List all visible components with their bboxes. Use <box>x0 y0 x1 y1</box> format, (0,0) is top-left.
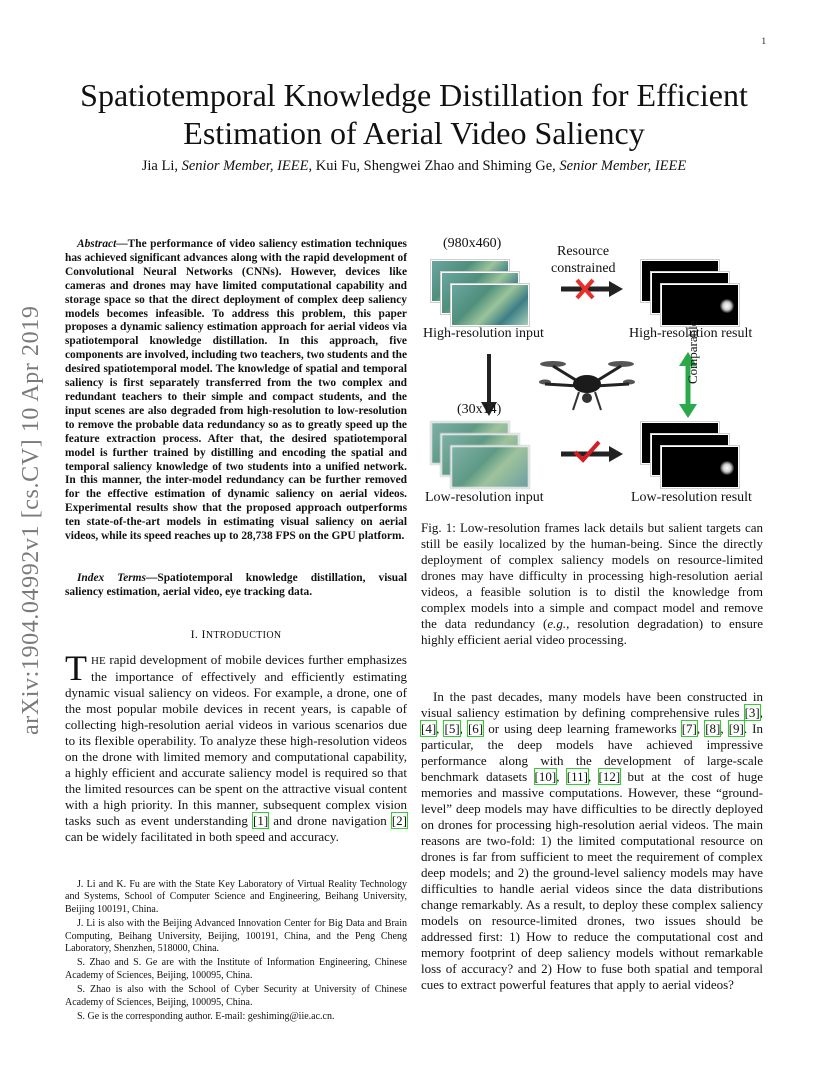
citation-link[interactable]: [5] <box>444 721 460 736</box>
footnote: J. Li is also with the Beijing Advanced Innovation Center for Big Data and Brain Computing, Beihang University, Beijing, 100191, China, and the Peng Cheng Laboratory, Shenzhen, 518000, China. <box>65 918 407 955</box>
caption-text-end: , resolution degradation) to ensure highly efficient aerial video processing. <box>421 616 763 647</box>
citation-link[interactable]: [7] <box>681 721 697 736</box>
author-1-role: Senior Member, IEEE <box>181 158 309 174</box>
right-column-paragraph <box>421 689 763 993</box>
drone-icon <box>539 352 635 416</box>
lowres-input-label: Low-resolution input <box>425 490 544 505</box>
lowres-result-label: Low-resolution result <box>631 490 752 505</box>
paragraph-text: but at the cost of huge memories and massive computations. However, these “ground-level” deep models may have difficulties to be directly deployed on drones for processing high-resolution aerial videos. The main reasons are two-fold: 1) the limited computational resource on drones is far from sufficient to meet the requirement of complex deep models; and 2) the ground-level saliency models may have difficulties to handle aerial videos since the data distributions change remarkably. As a result, to deploy these complex saliency models on resource-limited drones, two issues should be addressed first: 1) How to reduce the computational cost and memory footprint of deep saliency models without remarkable loss of accuracy? and 2) How to fuse both spatial and temporal cues to extract powerful features that apply to aerial videos? <box>421 769 764 992</box>
title-line-1: Spatiotemporal Knowledge Distillation for Efficient <box>80 77 748 113</box>
citation-link[interactable]: [12] <box>598 769 621 784</box>
caption-eg: e.g. <box>547 616 567 631</box>
constrained-label: constrained <box>551 261 616 276</box>
figure-1-caption <box>421 520 763 648</box>
introduction-paragraph <box>65 648 407 845</box>
separator: , <box>556 769 567 784</box>
citation-link[interactable]: [10] <box>534 769 557 784</box>
intro-text-2: and drone navigation <box>268 813 392 828</box>
abstract-text: —The performance of video saliency estimation techniques has achieved significant advances along with the rapid development of Convolutional Neural Networks (CNNs). However, devices like cameras and drones may have limited computational capability and storage space so that the direct deployment of complex deep saliency models becomes infeasible. To address this problem, this paper proposes a dynamic saliency estimation approach for aerial videos via spatiotemporal knowledge distillation. In this approach, five components are involved, including two teachers, two students and the desired spatiotemporal model. The knowledge of spatial and temporal saliency is first separately transferred from the two complex and redundant teachers to their simple and compact students, and the input scenes are also degraded from high-resolution to low-resolution to remove the probable data redundancy so as to greatly speed up the feature extraction process. After that, the desired spatiotemporal model is further trained by distilling and encoding the spatial and temporal saliency knowledge of two students into a unified network. In this manner, the inter-model redundancy can be further removed for the effective estimation of dynamic saliency on aerial videos. Experimental results show that the proposed approach outperforms ten state-of-the-art models in estimating visual saliency on aerial videos, while its speed reaches up to 28,738 FPS on the GPU platform. <box>65 238 407 543</box>
separator: , <box>587 769 599 784</box>
footnotes <box>65 879 407 1025</box>
citation-link[interactable]: [4] <box>421 721 437 736</box>
author-4-role: Senior Member, IEEE <box>559 158 687 174</box>
drone-body <box>573 375 601 393</box>
lowres-frame <box>451 446 529 488</box>
citation-link[interactable]: [3] <box>744 705 760 720</box>
drone-camera <box>582 393 592 403</box>
citation-link[interactable]: [8] <box>705 721 721 736</box>
index-terms-label: Index Terms <box>77 572 146 584</box>
intro-text-3: can be widely facilitated in both speed and accuracy. <box>65 829 339 844</box>
citation-link[interactable]: [1] <box>252 813 269 828</box>
abstract-label: Abstract <box>77 238 117 250</box>
drone-leg <box>595 392 601 410</box>
lowres-saliency-frame <box>661 446 739 488</box>
check-mark <box>575 442 599 460</box>
highres-result-label: High-resolution result <box>629 326 753 341</box>
figure-1 <box>421 236 763 512</box>
caption-text: Fig. 1: Low-resolution frames lack details but salient targets can still be easily localized by the human-being. Since the directly deployment of complex saliency models on resource-limited drones may have difficulty in processing high-resolution aerial videos, a feasible solution is to distil the knowledge from complex models into a simple and compact model and remove the data redundancy ( <box>421 520 763 631</box>
separator: , <box>696 721 706 736</box>
drop-cap: T <box>65 648 87 688</box>
separator: , <box>720 721 729 736</box>
title-line-2: Estimation of Aerial Video Saliency <box>183 115 645 151</box>
section-title-rest: NTRODUCTION <box>205 630 282 641</box>
lowres-size-label: (30x14) <box>457 402 502 417</box>
paper-title <box>40 76 788 152</box>
abstract <box>65 238 407 544</box>
drone-leg <box>573 392 579 410</box>
highres-input-label: High-resolution input <box>423 326 544 341</box>
authors-middle: , Kui Fu, Shengwei Zhao and Shiming Ge, <box>308 158 556 174</box>
citation-link[interactable]: [11] <box>566 769 588 784</box>
footnote: S. Zhao and S. Ge are with the Institute of Information Engineering, Chinese Academy of Sciences, Beijing, 100095, China. <box>65 957 407 981</box>
intro-caps: HE <box>91 655 106 667</box>
separator: , <box>436 721 445 736</box>
citation-link[interactable]: [6] <box>467 721 484 736</box>
page-number: 1 <box>761 36 766 46</box>
separator: , <box>759 705 763 720</box>
section-heading-introduction <box>65 627 407 642</box>
footnote: S. Ge is the corresponding author. E-mail: geshiming@iie.ac.cn. <box>77 1011 335 1023</box>
arrow-head <box>609 281 623 297</box>
comparable-label: Comparable <box>685 320 700 384</box>
citation-link[interactable]: [2] <box>391 813 407 828</box>
highres-size-label: (980x460) <box>443 236 502 251</box>
author-1: Jia Li, <box>141 158 178 174</box>
highres-frame <box>451 284 529 326</box>
arxiv-stamp[interactable]: arXiv:1904.04992v1 [cs.CV] 10 Apr 2019 <box>18 305 44 735</box>
separator: , <box>459 721 468 736</box>
paragraph-text: In the past decades, many models have been constructed in visual saliency estimation by defining comprehensive rules <box>421 689 763 720</box>
resource-label: Resource <box>557 244 610 259</box>
citation-link[interactable]: [9] <box>728 721 744 736</box>
paragraph-text: . In particular, the deep models have achieved impressive performance along with the development of large-scale benchmark datasets <box>421 721 763 784</box>
section-numeral: I. <box>190 627 199 641</box>
index-terms <box>65 572 407 600</box>
paragraph-text: or using deep learning frameworks <box>483 721 682 736</box>
blocked-arrow-icon <box>559 278 625 300</box>
intro-text-1: rapid development of mobile devices further emphasizes the importance of effectively and efficiently estimating dynamic visual saliency on videos. For example, a drone, one of the most popular mobile devices in recent years, is capable of collecting high-resolution aerial videos in various scenarios due to its flexible operability. To analyze these high-resolution videos on the drone with limited memory and computational capability, a highly efficient and accurate saliency model is required so that the limited resources can be spent on the attractive visual content with a high priority. In this manner, subsequent complex vision tasks such as event understanding <box>65 652 407 828</box>
allowed-arrow-icon <box>559 440 625 464</box>
footnote: J. Li and K. Fu are with the State Key Laboratory of Virtual Reality Technology and Systems, School of Computer Science and Engineering, Beihang University, Beijing 100191, China. <box>65 879 407 915</box>
author-list <box>40 158 788 175</box>
index-terms-text: —Spatiotemporal knowledge distillation, visual saliency estimation, aerial video, eye tracking data. <box>65 572 408 598</box>
section-first-letter: I <box>201 627 206 641</box>
arrow-head <box>679 404 697 418</box>
footnote: S. Zhao is also with the School of Cyber Security at University of Chinese Academy of Sciences, Beijing, 100095, China. <box>65 984 407 1008</box>
arrow-head <box>609 446 623 462</box>
